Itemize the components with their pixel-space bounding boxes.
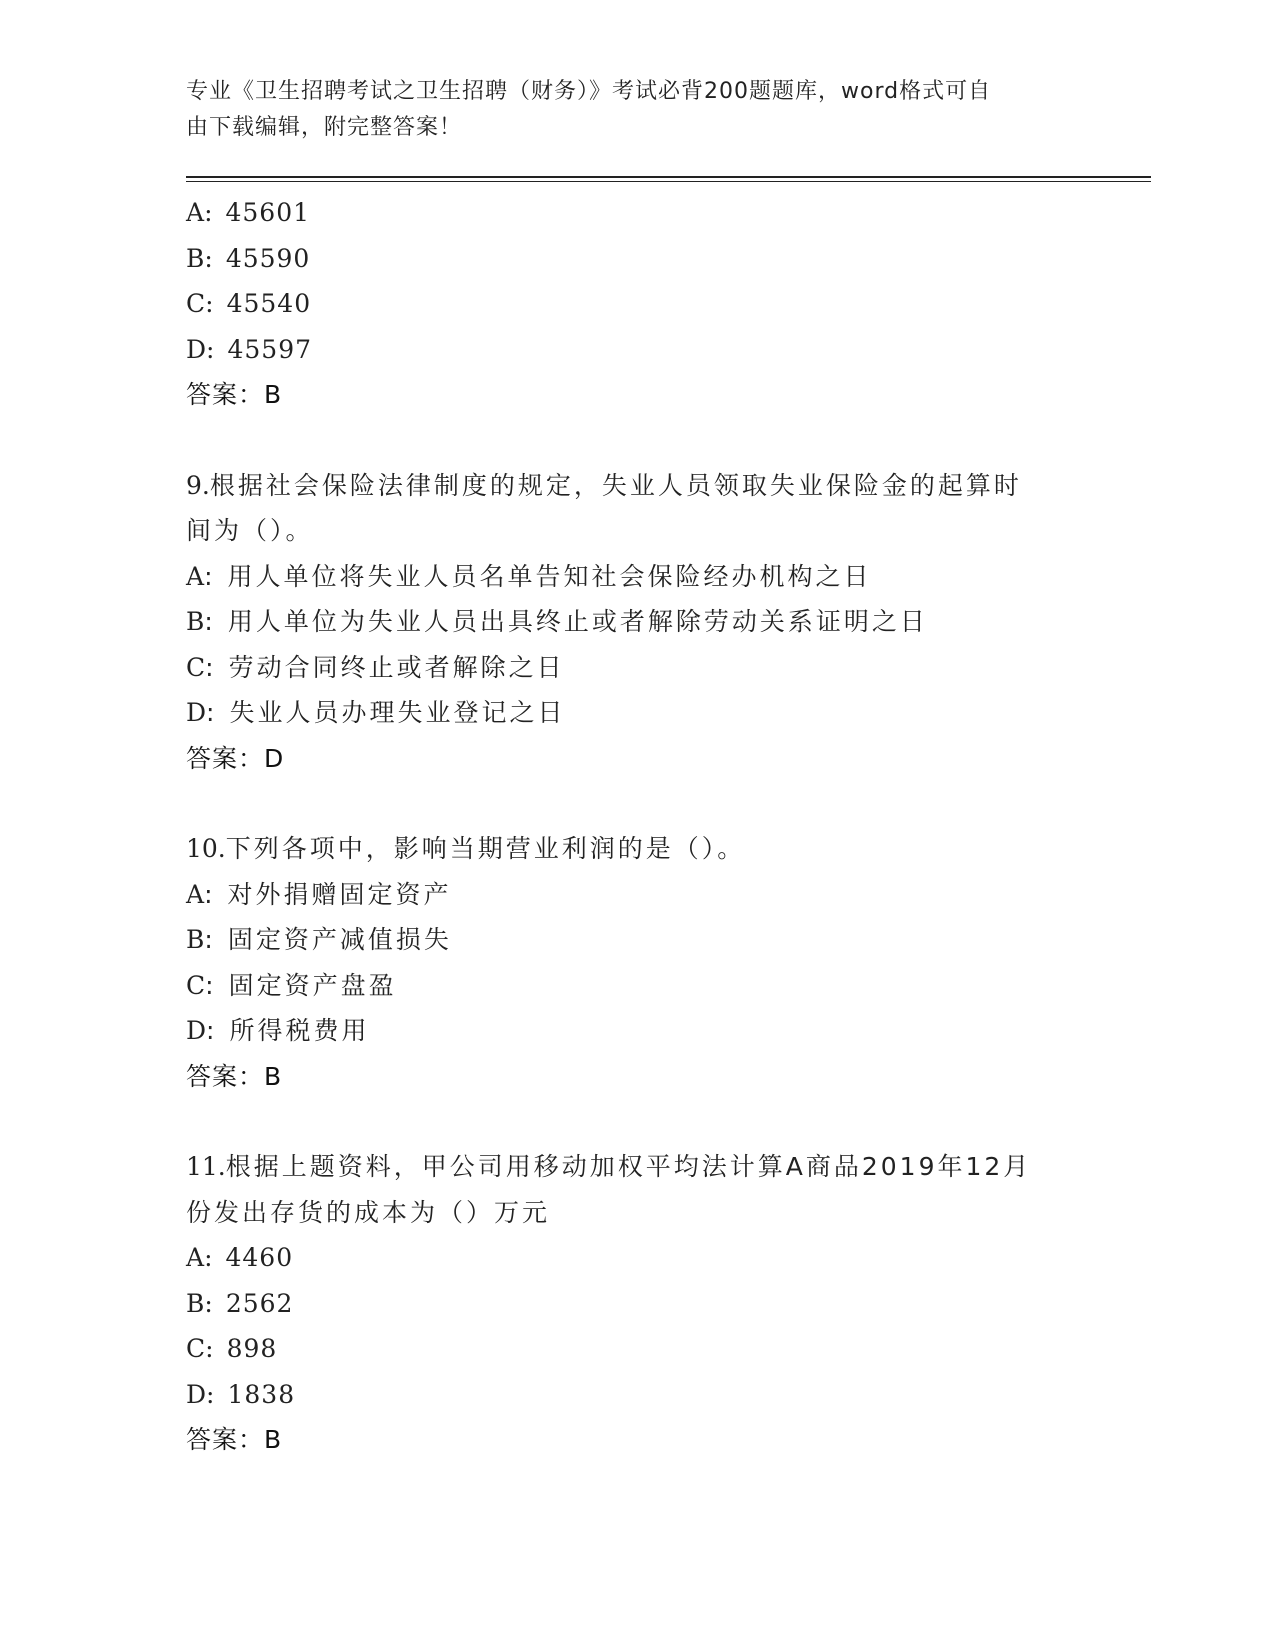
- option-text: 对外捐赠固定资产: [227, 879, 452, 909]
- question-partial: [186, 190, 1086, 418]
- option-a: A: 用人单位将失业人员名单告知社会保险经办机构之日: [186, 561, 872, 591]
- question-10: [186, 826, 1086, 1099]
- option-text: 45601: [225, 198, 311, 227]
- answer-label: 答案：B: [186, 1061, 283, 1091]
- option-c: C: 45540: [186, 289, 312, 318]
- option-c: C: 劳动合同终止或者解除之日: [186, 652, 565, 682]
- option-d: D: 1838: [186, 1379, 296, 1409]
- question-stem-line-2: 份发出存货的成本为（）万元: [186, 1197, 551, 1227]
- option-text: 45540: [226, 289, 312, 318]
- option-text: 用人单位将失业人员名单告知社会保险经办机构之日: [227, 561, 872, 591]
- option-text: 劳动合同终止或者解除之日: [228, 652, 565, 682]
- question-stem: [186, 463, 1066, 554]
- option-a: A: 45601: [186, 198, 311, 227]
- question-stem-line-1: 根据上题资料，甲公司用移动加权平均法计算A商品2019年12月: [225, 1152, 1032, 1181]
- option-b: B: 2562: [186, 1288, 294, 1318]
- option-d: D: 失业人员办理失业登记之日: [186, 698, 566, 727]
- answer-label: 答案：B: [186, 380, 283, 409]
- question-11: [186, 1144, 1086, 1463]
- document-header: [186, 74, 1086, 146]
- question-stem: [186, 1144, 1066, 1235]
- option-text: 4460: [225, 1243, 294, 1272]
- option-b: B: 用人单位为失业人员出具终止或者解除劳动关系证明之日: [186, 607, 928, 636]
- option-text: 失业人员办理失业登记之日: [229, 698, 566, 727]
- question-stem: [186, 826, 1066, 872]
- answer-label: 答案：B: [186, 1425, 283, 1454]
- option-text: 898: [226, 1334, 278, 1363]
- option-text: 2562: [225, 1288, 294, 1318]
- option-text: 固定资产盘盈: [228, 970, 397, 1000]
- option-text: 所得税费用: [229, 1016, 370, 1045]
- option-d: D: 45597: [186, 334, 313, 364]
- option-d: D: 所得税费用: [186, 1016, 370, 1045]
- question-list: [186, 190, 1086, 1463]
- option-a: A: 对外捐赠固定资产: [186, 879, 452, 909]
- header-title-line-2: 由下载编辑，附完整答案！: [186, 115, 463, 140]
- question-number: 10.: [186, 834, 226, 863]
- option-text: 固定资产减值损失: [227, 925, 452, 954]
- option-c: C: 898: [186, 1334, 278, 1363]
- option-text: 45597: [227, 334, 313, 364]
- question-number: 9.: [186, 470, 210, 500]
- question-stem-line-2: 间为（）。: [186, 516, 314, 545]
- question-9: [186, 463, 1086, 782]
- option-c: C: 固定资产盘盈: [186, 970, 397, 1000]
- option-b: B: 固定资产减值损失: [186, 925, 452, 954]
- answer-label: 答案：D: [186, 743, 285, 773]
- question-stem-line-1: 下列各项中，影响当期营业利润的是（）。: [225, 834, 746, 863]
- option-b: B: 45590: [186, 243, 311, 273]
- question-stem-line-1: 根据社会保险法律制度的规定，失业人员领取失业保险金的起算时: [209, 470, 1022, 500]
- option-text: 用人单位为失业人员出具终止或者解除劳动关系证明之日: [227, 607, 928, 636]
- option-a: A: 4460: [186, 1243, 294, 1272]
- header-title-line-1: 专业《卫生招聘考试之卫生招聘（财务）》考试必背200题题库，word格式可自: [186, 79, 992, 104]
- header-divider-thick: [186, 176, 1151, 178]
- question-number: 11.: [186, 1152, 226, 1181]
- header-divider-thin: [186, 181, 1151, 182]
- option-text: 45590: [225, 243, 311, 273]
- option-text: 1838: [227, 1379, 296, 1409]
